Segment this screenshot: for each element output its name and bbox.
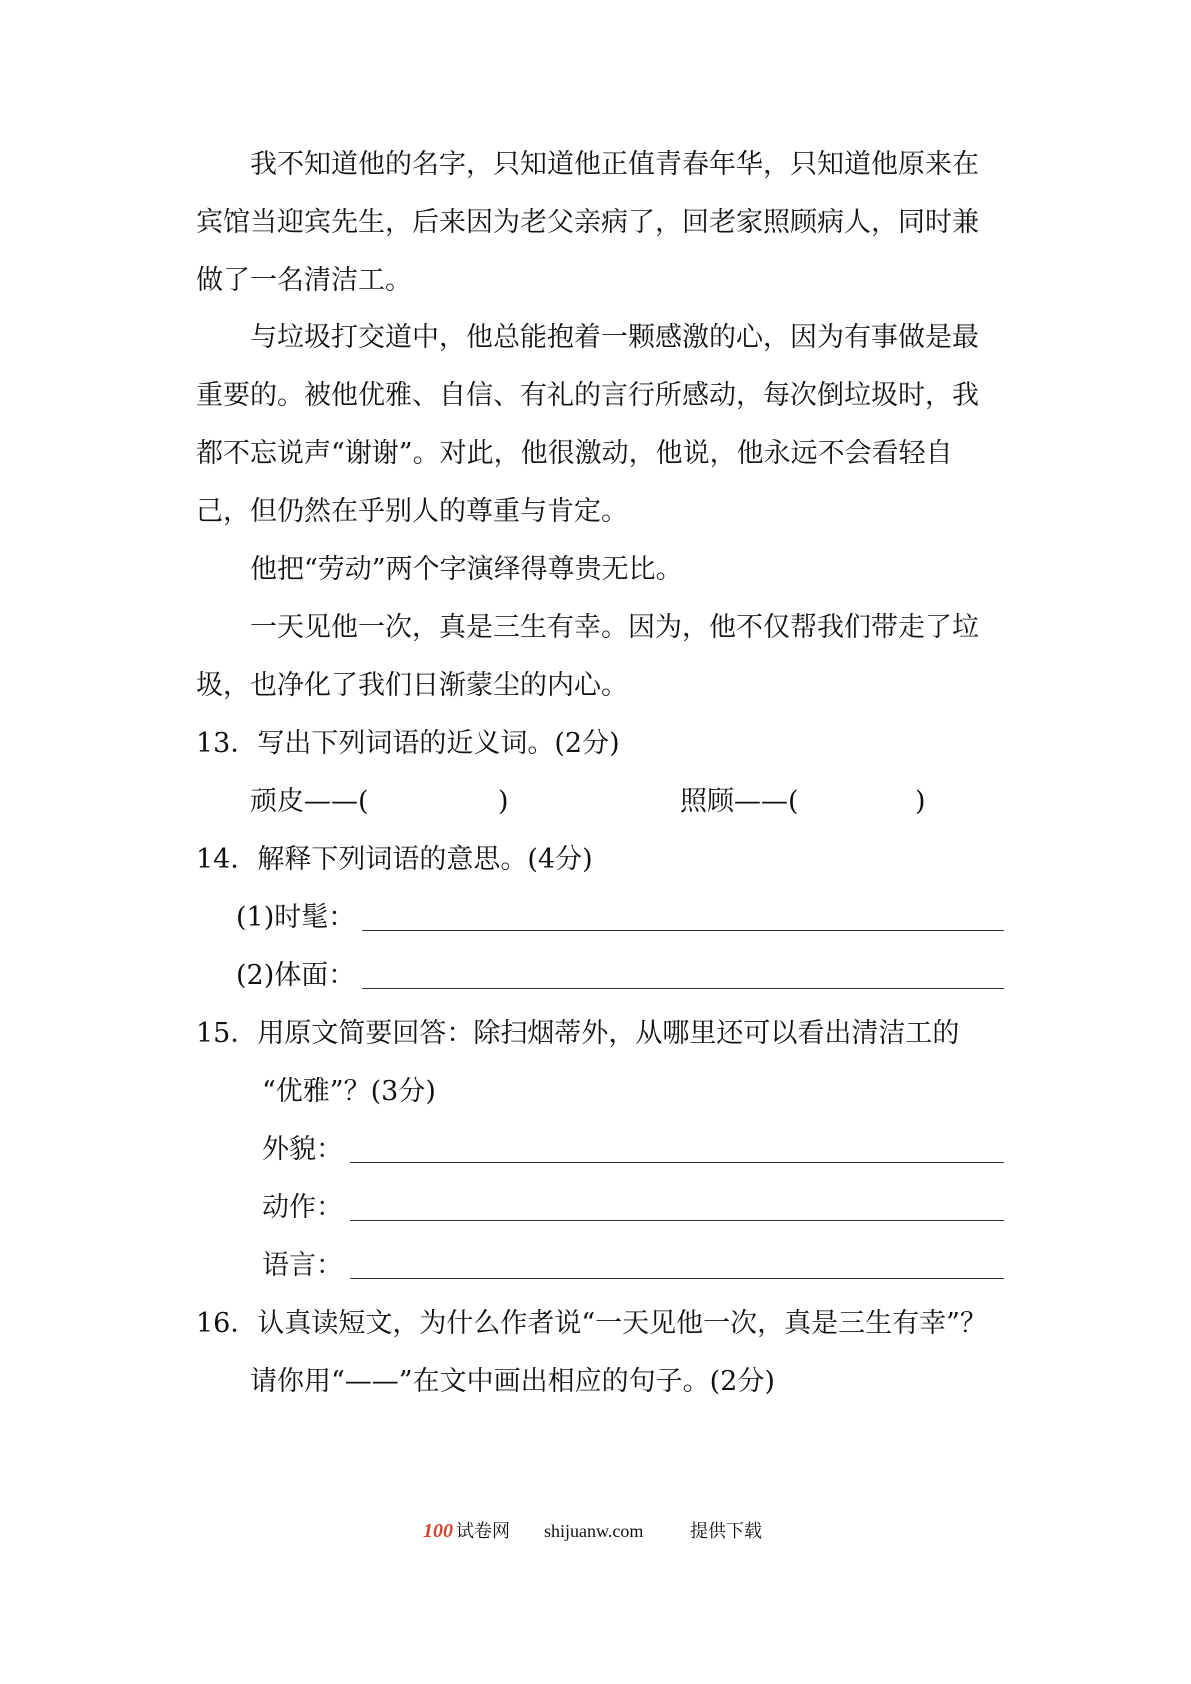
q13-item-2-label: 照顾——( xyxy=(680,786,799,817)
q15-appearance-answer-line[interactable] xyxy=(350,1162,1004,1163)
q14-item-1-answer-line[interactable] xyxy=(362,930,1004,931)
q13-item-1-close-paren: ) xyxy=(498,786,509,817)
site-domain: shijuanw.com xyxy=(544,1521,644,1541)
question-16-stem-line-2: 请你用“——”在文中画出相应的句子。(2分) xyxy=(250,1366,775,1397)
q13-item-2-answer-blank[interactable] xyxy=(815,784,915,820)
question-16-stem-line-1: 16．认真读短文，为什么作者说“一天见他一次，真是三生有幸”？ xyxy=(196,1308,987,1339)
page-footer xyxy=(0,1516,1191,1546)
q14-item-2-label: (2)体面： xyxy=(236,960,356,991)
passage-line: 与垃圾打交道中，他总能抱着一颗感激的心，因为有事做是最 xyxy=(250,322,979,353)
q15-language-answer-line[interactable] xyxy=(350,1278,1004,1279)
passage-line: 做了一名清洁工。 xyxy=(196,265,412,296)
site-name: 试卷网 xyxy=(456,1521,510,1541)
passage-line: 一天见他一次，真是三生有幸。因为，他不仅帮我们带走了垃 xyxy=(250,612,979,643)
passage-line: 己，但仍然在乎别人的尊重与肯定。 xyxy=(196,496,628,527)
question-13-stem: 13．写出下列词语的近义词。(2分) xyxy=(196,728,620,759)
q14-item-1-label: (1)时髦： xyxy=(236,902,356,933)
passage-line: 他把“劳动”两个字演绎得尊贵无比。 xyxy=(250,554,683,585)
q15-appearance-label: 外貌： xyxy=(262,1134,343,1165)
passage-line: 重要的。被他优雅、自信、有礼的言行所感动，每次倒垃圾时，我 xyxy=(196,380,979,411)
question-14-stem: 14．解释下列词语的意思。(4分) xyxy=(196,844,593,875)
passage-line: 都不忘说声“谢谢”。对此，他很激动，他说，他永远不会看轻自 xyxy=(196,438,953,469)
q13-item-1-answer-blank[interactable] xyxy=(385,784,495,820)
download-note: 提供下载 xyxy=(690,1521,762,1541)
q13-item-2-close-paren: ) xyxy=(915,786,926,817)
question-15-stem-line-2: “优雅”？(3分) xyxy=(262,1076,436,1107)
passage-line: 宾馆当迎宾先生，后来因为老父亲病了，回老家照顾病人，同时兼 xyxy=(196,207,979,238)
q15-action-label: 动作： xyxy=(262,1192,343,1223)
passage-line: 圾，也净化了我们日渐蒙尘的内心。 xyxy=(196,670,628,701)
q15-action-answer-line[interactable] xyxy=(350,1220,1004,1221)
site-logo: 100 xyxy=(423,1520,453,1542)
passage-line: 我不知道他的名字，只知道他正值青春年华，只知道他原来在 xyxy=(250,149,979,180)
q15-language-label: 语言： xyxy=(262,1250,343,1281)
question-15-stem-line-1: 15．用原文简要回答：除扫烟蒂外，从哪里还可以看出清洁工的 xyxy=(196,1018,960,1049)
q13-item-1-label: 顽皮——( xyxy=(250,786,369,817)
q14-item-2-answer-line[interactable] xyxy=(362,988,1004,989)
